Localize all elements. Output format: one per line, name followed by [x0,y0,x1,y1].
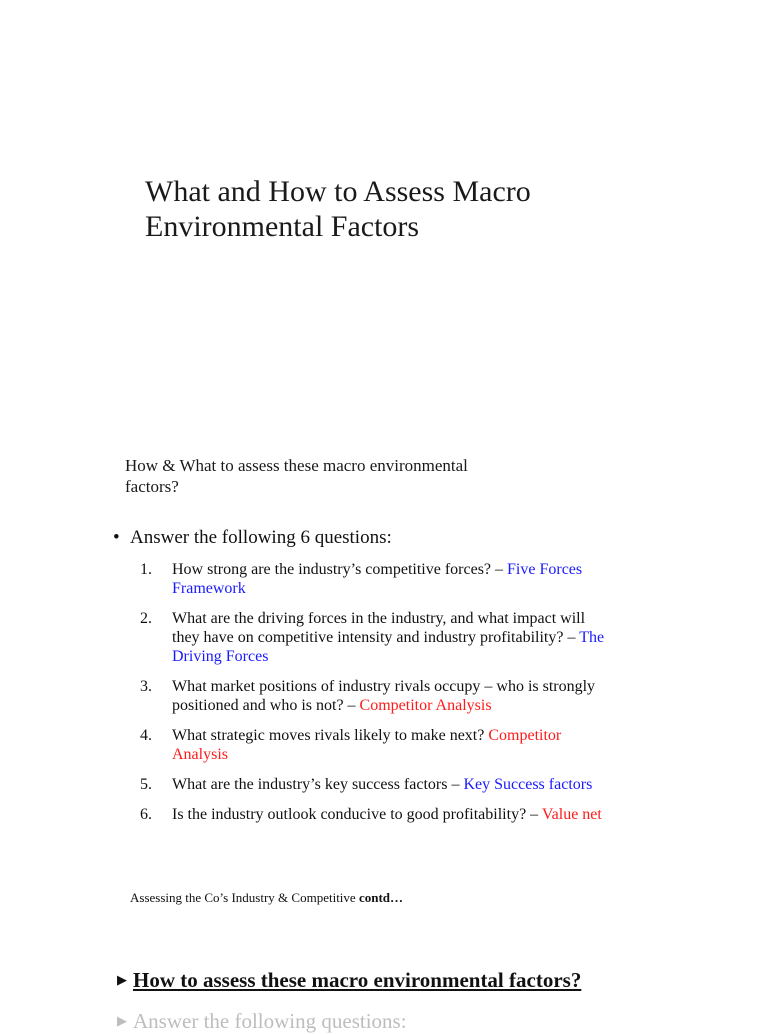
question-body: What market positions of industry rivals occupy – who is strongly positioned and who is not? – [172,678,596,714]
question-body: How strong are the industry’s competitive forces? – [172,561,508,578]
section-heading-text: How to assess these macro environmental factors? [133,968,582,992]
faded-subtext [117,1008,407,1034]
footer-text: Assessing the Co’s Industry & Competitive [130,890,359,905]
question-text [172,805,615,824]
question-number: 3. [140,678,152,695]
framework-reference: Value net [541,806,602,823]
question-item [140,560,615,598]
question-item [140,805,615,824]
question-number: 4. [140,727,152,744]
question-number: 5. [140,776,152,793]
footer-bold-text: contd… [358,890,404,905]
question-item [140,609,615,666]
triangle-right-icon: ▶ [117,1013,127,1028]
question-number: 2. [140,610,152,627]
framework-reference: Competitor Analysis [172,727,562,763]
question-text [172,609,615,666]
slide-title-line: What and How to Assess Macro [145,175,531,208]
question-item [140,775,615,794]
bullet-item [113,526,392,550]
question-body: Is the industry outlook conducive to good profitability? – [172,806,542,823]
framework-reference: The Driving Forces [172,629,605,665]
framework-reference: Competitor Analysis [359,697,492,714]
question-item [140,677,615,715]
bullet-text: Answer the following 6 questions: [130,527,392,548]
question-text [172,677,615,715]
intro-line: factors? [125,477,179,496]
question-body: What are the industry’s key success factors – [172,776,464,793]
question-text [172,560,615,598]
question-item [140,726,615,764]
question-body: What strategic moves rivals likely to make next? [172,727,489,744]
bullet-dot-icon: • [113,527,120,548]
section-heading [117,967,581,993]
question-number: 6. [140,806,152,823]
intro-line: How & What to assess these macro environmental [125,456,468,475]
slide-title-line: Environmental Factors [145,210,420,243]
intro-question [125,455,565,497]
question-list [140,560,615,835]
question-number: 1. [140,561,152,578]
question-text [172,775,615,794]
framework-reference: Five Forces Framework [172,561,583,597]
triangle-right-icon: ▶ [117,972,127,987]
slide-footer [130,890,403,906]
question-body: What are the driving forces in the industry, and what impact will they have on competitive intensity and industry profitability? – [172,610,586,646]
framework-reference: Key Success factors [463,776,593,793]
slide-title [145,174,705,244]
question-text [172,726,615,764]
faded-subtext-label: Answer the following questions: [133,1009,407,1033]
